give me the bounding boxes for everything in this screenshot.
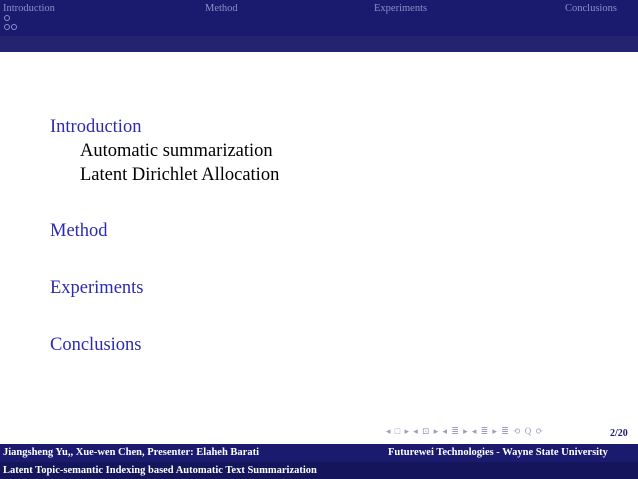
nav-experiments[interactable]: Experiments: [374, 3, 428, 14]
page-number: 2/20: [610, 428, 628, 439]
outline-section-experiments[interactable]: Experiments: [50, 278, 144, 298]
footer-title: Latent Topic-semantic Indexing based Automatic Text Summarization: [3, 465, 317, 476]
footer-affiliation: Futurewei Technologies - Wayne State University: [388, 447, 608, 458]
header-band: [0, 36, 638, 52]
nav-introduction[interactable]: Introduction: [3, 3, 55, 14]
footer-authors: Jiangsheng Yu,, Xue-wen Chen, Presenter: Elaheh Barati: [3, 447, 259, 458]
nav-method[interactable]: Method: [205, 3, 238, 14]
footer-author-bar: [0, 444, 638, 462]
header-bar: [0, 0, 638, 52]
progress-dot-icon[interactable]: [11, 24, 17, 30]
outline-subsection-lda[interactable]: Latent Dirichlet Allocation: [80, 165, 280, 185]
nav-conclusions[interactable]: Conclusions: [565, 3, 617, 14]
outline-section-method[interactable]: Method: [50, 221, 108, 241]
outline-section-conclusions[interactable]: Conclusions: [50, 335, 142, 355]
outline-section-introduction[interactable]: Introduction: [50, 117, 142, 137]
progress-dots: [4, 15, 17, 33]
progress-dot-icon[interactable]: [4, 15, 10, 21]
outline-subsection-summarization[interactable]: Automatic summarization: [80, 141, 273, 161]
progress-dot-icon[interactable]: [4, 24, 10, 30]
footer-title-bar: [0, 462, 638, 479]
beamer-nav-icons[interactable]: ◂ □ ▸ ◂ ⊡ ▸ ◂ ≣ ▸ ◂ ≣ ▸ ≣ ⟲ Q ⟳: [386, 426, 545, 436]
